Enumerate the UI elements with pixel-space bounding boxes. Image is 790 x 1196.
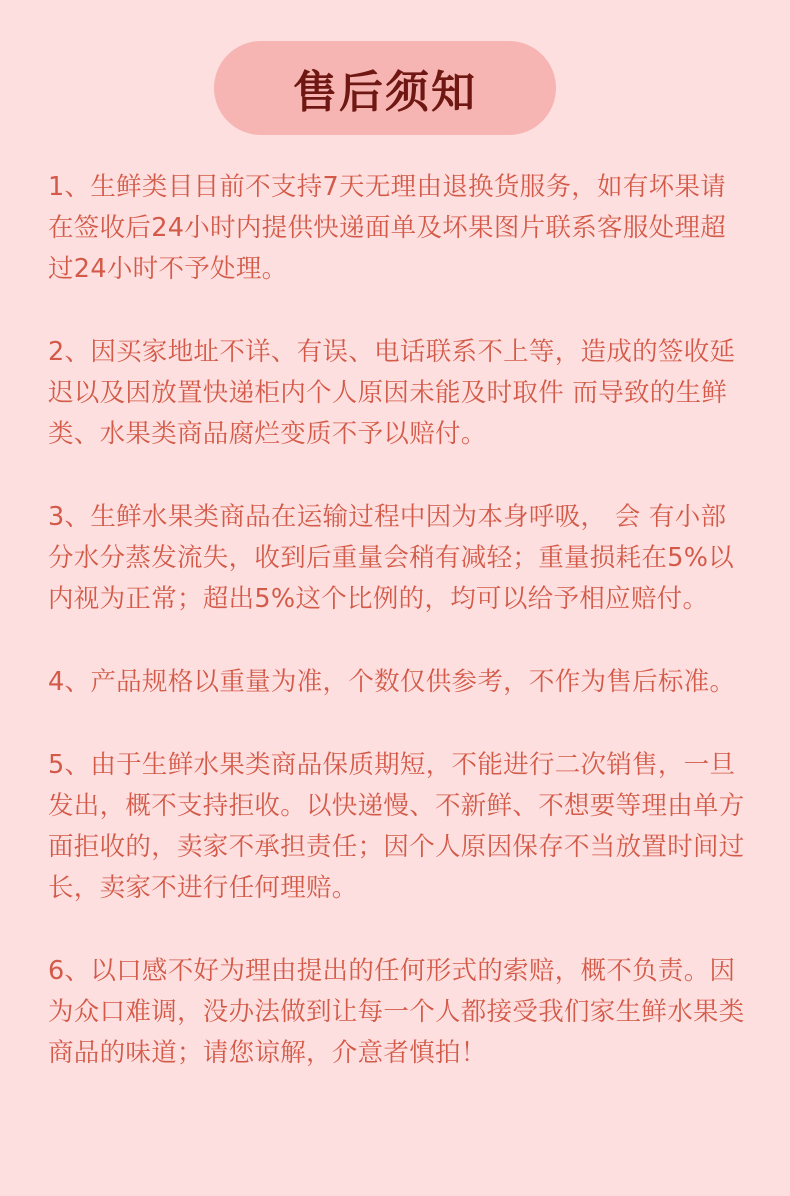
rule-item-6: 6、以口感不好为理由提出的任何形式的索赔，概不负责。因为众口难调，没办法做到让每一个人都接受我们家生鲜水果类商品的味道；请您谅解，介意者慎拍！ bbox=[48, 956, 745, 1068]
rule-item-4: 4、产品规格以重量为准，个数仅供参考，不作为售后标准。 bbox=[48, 667, 736, 697]
rule-item-3: 3、生鲜水果类商品在运输过程中因为本身呼吸， 会 有小部分水分蒸发流失，收到后重量会稍有减轻；重量损耗在5%以内视为正常；超出5%这个比例的，均可以给予相应赔付。 bbox=[48, 502, 735, 614]
page-title: 售后须知 bbox=[293, 67, 477, 118]
rule-item-1: 1、生鲜类目目前不支持7天无理由退换货服务，如有坏果请在签收后24小时内提供快递面单及坏果图片联系客服处理超过24小时不予处理。 bbox=[48, 172, 727, 284]
rules-list bbox=[48, 167, 748, 1074]
rule-item-2: 2、因买家地址不详、有误、电话联系不上等，造成的签收延迟以及因放置快递柜内个人原因未能及时取件 而导致的生鲜类、水果类商品腐烂变质不予以赔付。 bbox=[48, 337, 736, 449]
rule-item-5: 5、由于生鲜水果类商品保质期短，不能进行二次销售，一旦发出，概不支持拒收。以快递慢、不新鲜、不想要等理由单方面拒收的，卖家不承担责任；因个人原因保存不当放置时间过长，卖家不进行任何理赔。 bbox=[48, 750, 745, 903]
title-banner bbox=[214, 41, 556, 135]
